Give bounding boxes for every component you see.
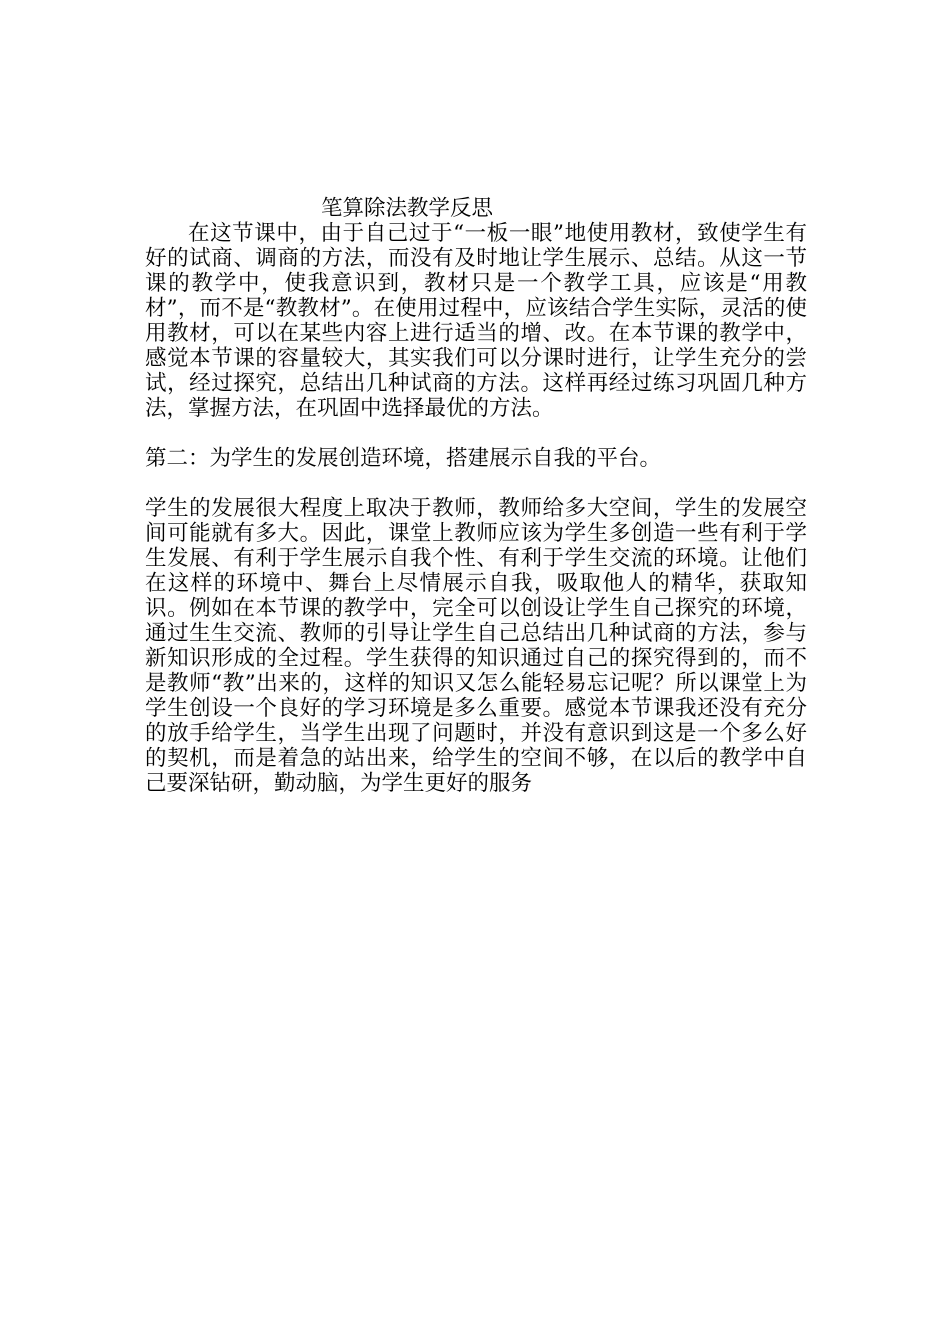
document-body xyxy=(145,196,807,796)
paragraph-reflection: 在这节课中，由于自己过于“一板一眼”地使用教材，致使学生有好的试商、调商的方法，而没有及时地让学生展示、总结。从这一节课的教学中，使我意识到，教材只是一个教学工具，应该是“用教材”，而不是“教教材”。在使用过程中，应该结合学生实际，灵活的使用教材，可以在某些内容上进行适当的增、改。在本节课的教学中，感觉本节课的容量较大，其实我们可以分课时进行，让学生充分的尝试，经过探究，总结出几种试商的方法。这样再经过练习巩固几种方法，掌握方法，在巩固中选择最优的方法。 xyxy=(145,221,807,421)
section-heading-second: 第二：为学生的发展创造环境，搭建展示自我的平台。 xyxy=(145,446,662,471)
paragraph-environment: 学生的发展很大程度上取决于教师，教师给多大空间，学生的发展空间可能就有多大。因此，课堂上教师应该为学生多创造一些有利于学生发展、有利于学生展示自我个性、有利于学生交流的环境。让他们在这样的环境中、舞台上尽情展示自我，吸取他人的精华，获取知识。例如在本节课的教学中，完全可以创设让学生自己探究的环境，通过生生交流、教师的引导让学生自己总结出几种试商的方法，参与新知识形成的全过程。学生获得的知识通过自己的探究得到的，而不是教师“教”出来的，这样的知识又怎么能轻易忘记呢？所以课堂上为学生创设一个良好的学习环境是多么重要。感觉本节课我还没有充分的放手给学生，当学生出现了问题时，并没有意识到这是一个多么好的契机，而是着急的站出来，给学生的空间不够，在以后的教学中自己要深钻研，勤动脑，为学生更好的服务 xyxy=(145,496,807,796)
document-title: 笔算除法教学反思 xyxy=(321,196,494,221)
